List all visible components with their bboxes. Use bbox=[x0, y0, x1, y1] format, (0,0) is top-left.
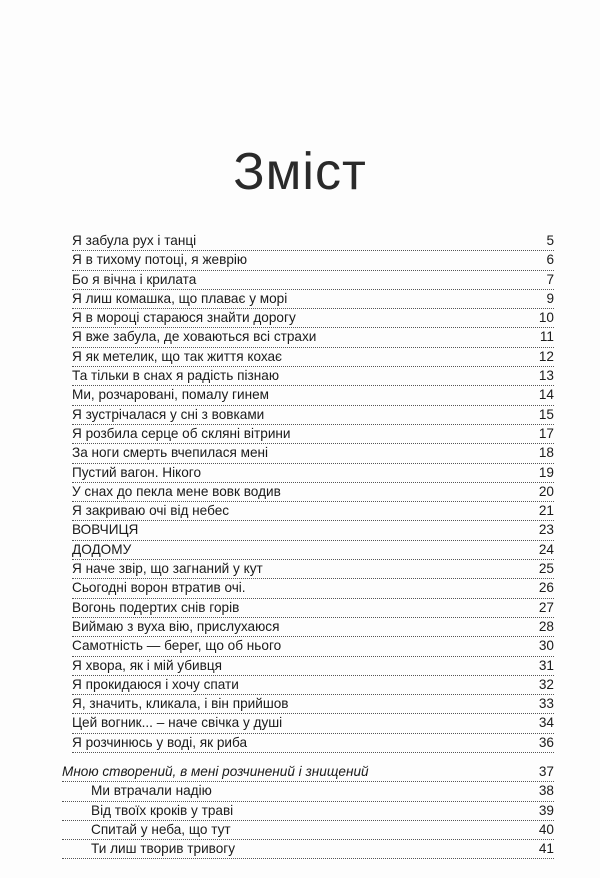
toc-entry[interactable] bbox=[72, 714, 554, 733]
entry-page-number: 36 bbox=[536, 734, 554, 752]
entry-title: Виймаю з вуха вію, прислухаюся bbox=[72, 618, 280, 634]
entry-title: Я, значить, кликала, і він прийшов bbox=[72, 696, 289, 712]
toc-entry[interactable] bbox=[72, 464, 554, 483]
page-title: Зміст bbox=[233, 143, 367, 201]
entry-page-number: 39 bbox=[536, 802, 554, 820]
entry-page-number: 32 bbox=[536, 676, 554, 694]
toc-entry[interactable] bbox=[72, 328, 554, 347]
section-header-entry[interactable] bbox=[62, 763, 554, 782]
entry-title: Я наче звір, що загнаний у кут bbox=[72, 561, 263, 577]
entry-page-number: 31 bbox=[536, 657, 554, 675]
entry-title: Я закриваю очі від небес bbox=[72, 503, 230, 519]
toc-entry[interactable] bbox=[72, 637, 554, 656]
entry-title: Цей вогник... – наче свічка у душі bbox=[72, 715, 283, 731]
toc-entry[interactable] bbox=[62, 782, 554, 801]
toc-entry[interactable] bbox=[72, 560, 554, 579]
entry-title: Пустий вагон. Нікого bbox=[72, 464, 202, 480]
entry-page-number: 20 bbox=[536, 483, 554, 501]
toc-entry[interactable] bbox=[62, 840, 554, 859]
toc-entry[interactable] bbox=[72, 599, 554, 618]
toc-entry[interactable] bbox=[72, 367, 554, 386]
entry-title: Я розбила серце об скляні вітрини bbox=[72, 425, 291, 441]
entry-title: Я забула рух і танці bbox=[72, 233, 197, 248]
entry-page-number: 12 bbox=[536, 348, 554, 366]
entry-title: Я прокидаюся і хочу спати bbox=[72, 676, 239, 692]
toc-entry[interactable] bbox=[72, 444, 554, 463]
entry-page-number: 15 bbox=[536, 406, 554, 424]
toc-entry[interactable] bbox=[72, 695, 554, 714]
entry-page-number: 40 bbox=[536, 821, 554, 839]
entry-title: У снах до пекла мене вовк водив bbox=[72, 483, 281, 499]
entry-title: За ноги смерть вчепилася мені bbox=[72, 445, 269, 461]
entry-title: Ти лиш творив тривогу bbox=[91, 841, 236, 857]
entry-page-number: 37 bbox=[536, 763, 554, 781]
entry-page-number: 23 bbox=[536, 521, 554, 539]
entry-title: Сьогодні ворон втратив очі. bbox=[72, 580, 246, 596]
toc-entry[interactable] bbox=[72, 734, 554, 753]
toc-entry[interactable] bbox=[72, 348, 554, 367]
entry-page-number: 30 bbox=[536, 637, 554, 655]
entry-page-number: 6 bbox=[543, 251, 554, 269]
toc-entry[interactable] bbox=[72, 309, 554, 328]
entry-title: ВОВЧИЦЯ bbox=[72, 522, 139, 538]
entry-page-number: 34 bbox=[536, 714, 554, 732]
entry-title: Та тільки в снах я радість пізнаю bbox=[72, 368, 280, 384]
toc-entry[interactable] bbox=[72, 676, 554, 695]
entry-page-number: 14 bbox=[536, 386, 554, 404]
entry-title: Ми, розчаровані, помалу гинем bbox=[72, 387, 269, 403]
entry-page-number: 26 bbox=[536, 579, 554, 597]
entry-title: Від твоїх кроків у траві bbox=[91, 802, 234, 818]
toc-section bbox=[62, 763, 554, 859]
entry-title: Бо я вічна і крилата bbox=[72, 271, 197, 287]
entry-title: Мною створений, в мені розчинений і знищений bbox=[62, 764, 369, 779]
toc-entry[interactable] bbox=[72, 232, 554, 251]
entry-page-number: 10 bbox=[536, 309, 554, 327]
entry-page-number: 24 bbox=[536, 541, 554, 559]
entry-page-number: 7 bbox=[543, 271, 554, 289]
entry-page-number: 38 bbox=[536, 782, 554, 800]
toc-entry[interactable] bbox=[72, 618, 554, 637]
toc-entry[interactable] bbox=[72, 541, 554, 560]
toc-entry[interactable] bbox=[72, 502, 554, 521]
entry-title: Я вже забула, де ховаються всі страхи bbox=[72, 329, 317, 345]
entry-page-number: 17 bbox=[536, 425, 554, 443]
entry-title: Я в мороці стараюся знайти дорогу bbox=[72, 310, 296, 326]
toc-entry[interactable] bbox=[72, 521, 554, 540]
entry-page-number: 25 bbox=[536, 560, 554, 578]
entry-page-number: 19 bbox=[536, 464, 554, 482]
table-of-contents bbox=[72, 232, 554, 753]
toc-entry[interactable] bbox=[72, 386, 554, 405]
entry-page-number: 11 bbox=[537, 328, 554, 346]
entry-page-number: 41 bbox=[536, 840, 554, 858]
entry-page-number: 21 bbox=[536, 502, 554, 520]
entry-title: Вогонь подертих снів горів bbox=[72, 599, 240, 615]
entry-title: ДОДОМУ bbox=[72, 541, 132, 557]
toc-entry[interactable] bbox=[72, 425, 554, 444]
entry-page-number: 33 bbox=[536, 695, 554, 713]
entry-title: Я зустрічалася у сні з вовками bbox=[72, 406, 265, 422]
toc-entry[interactable] bbox=[72, 406, 554, 425]
entry-title: Я лиш комашка, що плаває у морі bbox=[72, 290, 288, 306]
toc-entry[interactable] bbox=[72, 290, 554, 309]
entry-title: Я в тихому потоці, я жеврію bbox=[72, 252, 248, 268]
toc-entry[interactable] bbox=[72, 483, 554, 502]
entry-page-number: 27 bbox=[536, 599, 554, 617]
entry-title: Спитай у неба, що тут bbox=[91, 821, 231, 837]
toc-entry[interactable] bbox=[62, 821, 554, 840]
entry-title: Я хвора, як і мій убивця bbox=[72, 657, 223, 673]
entry-title: Я як метелик, що так життя кохає bbox=[72, 348, 282, 364]
entry-page-number: 9 bbox=[543, 290, 554, 308]
toc-entry[interactable] bbox=[72, 271, 554, 290]
entry-page-number: 28 bbox=[536, 618, 554, 636]
entry-page-number: 13 bbox=[536, 367, 554, 385]
toc-entry[interactable] bbox=[72, 657, 554, 676]
toc-entry[interactable] bbox=[62, 802, 554, 821]
entry-title: Самотність — берег, що об нього bbox=[72, 638, 282, 654]
entry-title: Я розчинюсь у воді, як риба bbox=[72, 734, 248, 750]
toc-entry[interactable] bbox=[72, 579, 554, 598]
entry-title: Ми втрачали надію bbox=[91, 783, 212, 799]
entry-page-number: 18 bbox=[536, 444, 554, 462]
entry-page-number: 5 bbox=[543, 232, 554, 250]
toc-entry[interactable] bbox=[72, 251, 554, 270]
